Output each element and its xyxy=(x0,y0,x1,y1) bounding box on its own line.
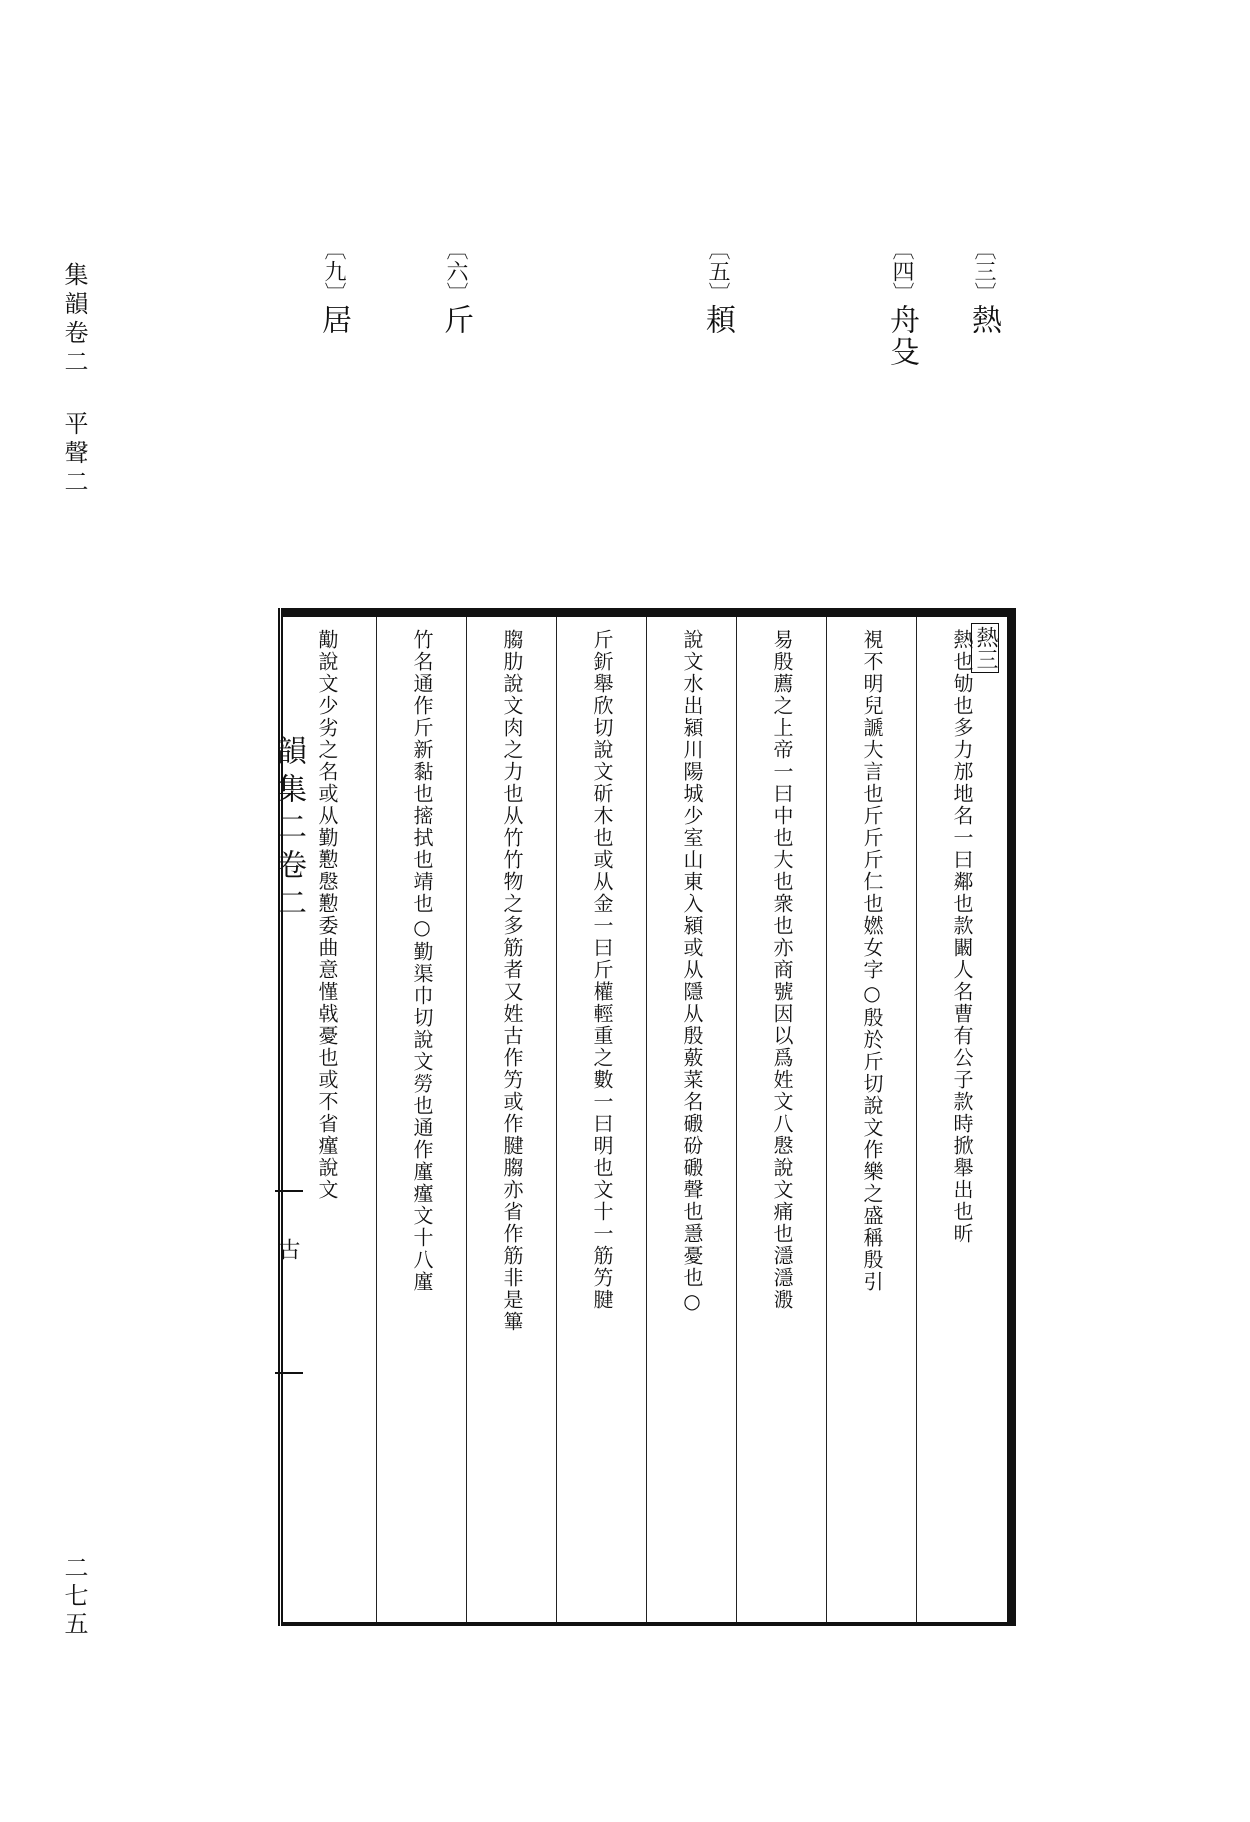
note-number: 〔六〕 xyxy=(443,238,468,304)
collation-note xyxy=(966,238,1001,336)
column-text: 勱說文少劣之名或从勤懃慇懃委曲意慬㦸憂也或不省瘽說文 xyxy=(315,629,339,1201)
column-text: 易殷薦之上帝一曰中也大也衆也亦商號因以爲姓文八慇說文痛也濦濦溵 xyxy=(770,629,794,1311)
text-column xyxy=(557,617,647,1619)
text-column xyxy=(647,617,737,1619)
column-text: 䐢肋說文肉之力也从竹竹物之多筋者又姓古作竻或作腱䐢亦省作筋非是篳 xyxy=(500,629,524,1333)
text-column xyxy=(377,617,467,1619)
column-text: 視不明兒謕大言也斤斤斤仁也㜣女字○殷於斤切說文作樂之盛稱殷引 xyxy=(860,629,884,1293)
gutter-folio: 古 xyxy=(275,1238,300,1260)
note-number: 〔四〕 xyxy=(889,238,914,304)
text-column xyxy=(467,617,557,1619)
page-number: 二七五 xyxy=(60,1555,88,1639)
column-text: 竹名通作斤新黏也㨸拭也靖也○勤渠巾切說文勞也通作廑瘽文十八廑 xyxy=(410,629,434,1293)
note-text: 熱 xyxy=(966,304,1001,336)
corner-mark: 熱三 xyxy=(971,623,999,673)
text-column xyxy=(827,617,917,1619)
note-number: 〔五〕 xyxy=(705,238,730,304)
note-text: 頛 xyxy=(700,304,735,336)
note-text: 舟殳 xyxy=(884,304,919,368)
collation-note xyxy=(438,238,473,336)
woodblock-page xyxy=(281,608,1016,1626)
text-column xyxy=(917,617,1007,1619)
note-text: 斤 xyxy=(438,304,473,336)
note-number: 〔三〕 xyxy=(971,238,996,304)
text-column xyxy=(737,617,827,1619)
running-title: 集韻卷二 平聲二 xyxy=(60,262,88,498)
note-text: 居 xyxy=(316,304,351,336)
collation-note xyxy=(884,238,919,368)
collation-note xyxy=(316,238,351,336)
column-rule xyxy=(376,617,377,1622)
text-column xyxy=(279,617,375,1619)
collation-note xyxy=(700,238,735,336)
gutter-label: 韻集二卷二 xyxy=(271,735,306,925)
column-text: 熱也劬也多力邡地名一曰鄰也款闞人名曹有公子款時掀舉出也昕 xyxy=(950,629,974,1245)
note-number: 〔九〕 xyxy=(321,238,346,304)
column-text: 說文水出潁川陽城少室山東入潁或从隱从殷薂菜名磤砏磤聲也㥯憂也○ xyxy=(680,629,704,1315)
column-text: 斤釿舉欣切說文斫木也或从金一曰斤權輕重之數一曰明也文十一筋竻腱 xyxy=(590,629,614,1311)
